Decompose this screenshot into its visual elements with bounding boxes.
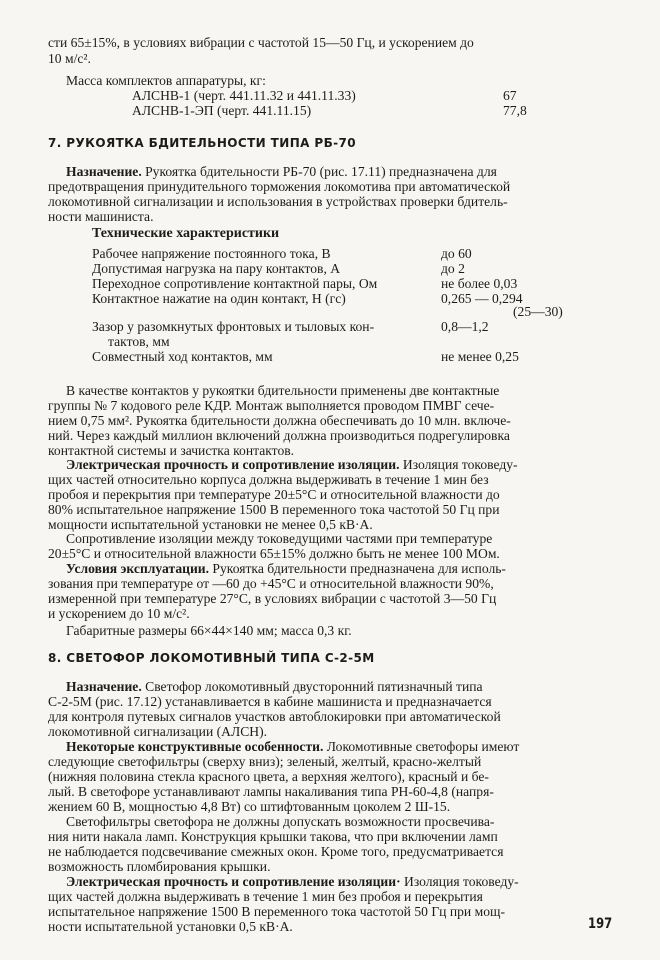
paragraph-line: Сопротивление изоляции между токоведущими частями при температуре	[66, 531, 493, 546]
paragraph-line: 20±5°С и относительной влажности 65±15% должно быть не менее 100 МОм.	[48, 546, 500, 561]
text-run: Рукоятка бдительности РБ-70 (рис. 17.11) предназначена для	[145, 164, 497, 179]
spec-label: Зазор у разомкнутых фронтовых и тыловых кон-	[92, 319, 375, 334]
text-run: Рукоятка бдительности предназначена для исполь-	[212, 561, 506, 576]
spec-value: (25—30)	[513, 304, 563, 319]
paragraph-line	[66, 164, 497, 179]
run-in-label: Условия эксплуатации.	[66, 561, 210, 576]
spec-value: до 60	[441, 246, 472, 261]
paragraph-line: ности машиниста.	[48, 209, 154, 224]
spec-label: тактов, мм	[108, 334, 170, 349]
mass-row-name: АЛСНВ-1-ЭП (черт. 441.11.15)	[132, 103, 312, 118]
spec-value: 0,8—1,2	[441, 319, 489, 334]
paragraph-line: ний. Через каждый миллион включений должна производиться подрегулировка	[48, 428, 510, 443]
paragraph-line: В качестве контактов у рукоятки бдительности применены две контактные	[66, 383, 500, 398]
text-run: Изоляция токоведу-	[404, 874, 519, 889]
page-number: 197	[588, 916, 613, 932]
spec-label: Контактное нажатие на один контакт, Н (гс)	[92, 291, 346, 306]
paragraph-line: возможность пломбирования крышки.	[48, 859, 271, 874]
paragraph-line: лый. В светофоре устанавливают лампы накаливания типа РН-60-4,8 (напря-	[48, 784, 494, 799]
paragraph-line: зования при температуре от —60 до +45°С и относительной влажности 90%,	[48, 576, 494, 591]
paragraph-line: ния нити накала ламп. Конструкция крышки такова, что при включении ламп	[48, 829, 498, 844]
paragraph-line: нием 0,75 мм². Рукоятка бдительности должна обеспечивать до 10 млн. включе-	[48, 413, 511, 428]
mass-label: Масса комплектов аппаратуры, кг:	[66, 73, 266, 88]
paragraph-line: мощности испытательной установки не менее 0,5 кВ·А.	[48, 517, 373, 532]
paragraph-line: группы № 7 кодового реле КДР. Монтаж выполняется проводом ПМВГ сече-	[48, 398, 495, 413]
paragraph-line: пробоя и перекрытия при температуре 20±5°С и относительной влажности до	[48, 487, 500, 502]
mass-row-name: АЛСНВ-1 (черт. 441.11.32 и 441.11.33)	[132, 88, 356, 103]
text-line: 10 м/с².	[48, 51, 91, 66]
spec-value: до 2	[441, 261, 465, 276]
paragraph-line: С-2-5М (рис. 17.12) устанавливается в кабине машиниста и предназначается	[48, 694, 492, 709]
mass-row-value: 77,8	[503, 103, 527, 118]
run-in-label: Электрическая прочность и сопротивление изоляции·	[66, 874, 401, 889]
spec-label: Рабочее напряжение постоянного тока, В	[92, 246, 331, 261]
paragraph-line: щих частей относительно корпуса должна выдерживать в течение 1 мин без	[48, 472, 489, 487]
paragraph-line: жением 60 В, мощностью 4,8 Вт) со штифтованным цоколем 2 Ш-15.	[48, 799, 451, 814]
paragraph-line	[66, 739, 519, 754]
paragraph-line: для контроля путевых сигналов участков автоблокировки при автоматической	[48, 709, 501, 724]
paragraph-line: 80% испытательное напряжение 1500 В переменного тока частотой 50 Гц при	[48, 502, 500, 517]
paragraph-line: Светофильтры светофора не должны допускать возможности просвечива-	[66, 814, 495, 829]
section-heading: 7. РУКОЯТКА БДИТЕЛЬНОСТИ ТИПА РБ-70	[48, 136, 357, 150]
paragraph-line: предотвращения принудительного торможения локомотива при автоматической	[48, 179, 511, 194]
text-line: сти 65±15%, в условиях вибрации с частотой 15—50 Гц, и ускорением до	[48, 35, 474, 50]
paragraph-line: ности испытательной установки 0,5 кВ·А.	[48, 919, 293, 934]
spec-label: Переходное сопротивление контактной пары, Ом	[92, 276, 378, 291]
paragraph-line	[66, 874, 519, 889]
paragraph-line	[66, 457, 518, 472]
spec-value: 0,265 — 0,294	[441, 291, 523, 306]
mass-row-value: 67	[503, 88, 517, 103]
spec-value: не менее 0,25	[441, 349, 519, 364]
text-run: Локомотивные светофоры имеют	[326, 739, 520, 754]
spec-value: не более 0,03	[441, 276, 518, 291]
paragraph-line: щих частей должна выдерживать в течение 1 мин без пробоя и перекрытия	[48, 889, 483, 904]
run-in-label: Некоторые конструктивные особенности.	[66, 739, 324, 754]
paragraph-line: локомотивной сигнализации (АЛСН).	[48, 724, 267, 739]
paragraph-line: измеренной при температуре 27°С, в условиях вибрации с частотой 3—50 Гц	[48, 591, 497, 606]
paragraph-line: следующие светофильтры (сверху вниз); зеленый, желтый, красно-желтый	[48, 754, 482, 769]
paragraph-line: (нижняя половина стекла красного цвета, а верхняя желтого), красный и бе-	[48, 769, 489, 784]
section-heading: 8. СВЕТОФОР ЛОКОМОТИВНЫЙ ТИПА С-2-5М	[48, 651, 375, 665]
paragraph-line: локомотивной сигнализации и использования в устройствах проверки бдитель-	[48, 194, 508, 209]
run-in-label: Назначение.	[66, 164, 142, 179]
paragraph-line: испытательное напряжение 1500 В переменного тока частотой 50 Гц при мощ-	[48, 904, 505, 919]
paragraph-line: и ускорением до 10 м/с².	[48, 606, 190, 621]
spec-label: Совместный ход контактов, мм	[92, 349, 273, 364]
paragraph-line: Габаритные размеры 66×44×140 мм; масса 0,3 кг.	[66, 623, 352, 638]
paragraph-line: не наблюдается подсвечивание смежных окон. Кроме того, предусматривается	[48, 844, 504, 859]
subsection-heading: Технические характеристики	[92, 226, 280, 241]
paragraph-line	[66, 679, 483, 694]
spec-label: Допустимая нагрузка на пару контактов, А	[92, 261, 341, 276]
paragraph-line: контактной системы и зачистка контактов.	[48, 443, 295, 458]
run-in-label: Назначение.	[66, 679, 142, 694]
paragraph-line	[66, 561, 506, 576]
text-run: Светофор локомотивный двусторонний пятизначный типа	[145, 679, 483, 694]
text-run: Изоляция токоведу-	[402, 457, 518, 472]
run-in-label: Электрическая прочность и сопротивление изоляции.	[66, 457, 400, 472]
